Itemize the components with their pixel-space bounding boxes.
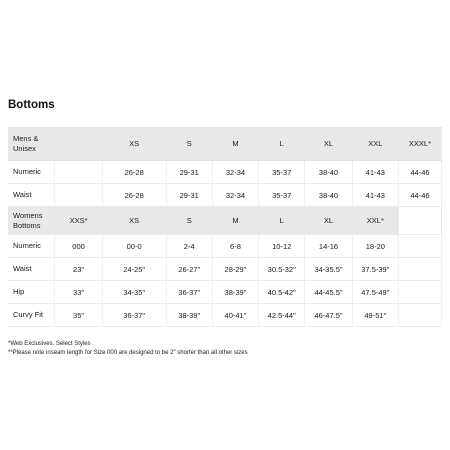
table-cell: 14-16 [305, 235, 352, 258]
table-cell [399, 281, 442, 304]
size-chart-table [8, 127, 442, 327]
table-cell: 00-0 [103, 235, 167, 258]
table-cell: 32-34 [213, 184, 259, 207]
table-cell: 40.5-42" [259, 281, 305, 304]
mens-header-label: Mens & Unisex [8, 127, 55, 161]
table-cell: 26-27" [167, 258, 213, 281]
table-cell: 29-31 [167, 161, 213, 184]
row-label: Hip [8, 281, 55, 304]
table-cell [55, 161, 102, 184]
table-cell: 30.5-32" [259, 258, 305, 281]
table-cell: 26-28 [103, 161, 167, 184]
table-cell: 42.5-44" [259, 304, 305, 327]
size-header-cell [399, 207, 442, 235]
footnotes [8, 340, 248, 358]
table-cell: 28-29" [213, 258, 259, 281]
table-row [8, 184, 442, 207]
table-cell: 35-37 [259, 184, 305, 207]
size-header-cell: XXS* [55, 207, 102, 235]
table-cell: 32-34 [213, 161, 259, 184]
table-cell: 24-25" [103, 258, 167, 281]
table-cell: 6-8 [213, 235, 259, 258]
womens-header-label: Womens Bottoms [8, 207, 55, 235]
table-cell: 23" [55, 258, 102, 281]
table-cell [399, 258, 442, 281]
table-cell: 44-46 [399, 161, 442, 184]
table-cell: 33" [55, 281, 102, 304]
size-header-cell: XL [305, 127, 352, 161]
table-cell: 38-40 [305, 184, 352, 207]
row-label: Numeric [8, 235, 55, 258]
table-cell: 000 [55, 235, 102, 258]
size-header-cell: XXL [353, 127, 399, 161]
size-header-cell: S [167, 207, 213, 235]
mens-header-row [8, 127, 442, 161]
table-cell: 44-46 [399, 184, 442, 207]
table-cell [399, 304, 442, 327]
row-label: Curvy Fit [8, 304, 55, 327]
table-cell: 36-37" [167, 281, 213, 304]
table-cell: 35" [55, 304, 102, 327]
size-header-cell: S [167, 127, 213, 161]
footnote: **Please note inseam length for Size 000 are designed to be 2" shorter than all other sizes [8, 350, 248, 356]
size-header-cell: L [259, 127, 305, 161]
size-header-cell: XXL* [353, 207, 399, 235]
table-cell: 38-39" [167, 304, 213, 327]
size-header-cell: XXXL* [399, 127, 442, 161]
table-cell [55, 184, 102, 207]
row-label: Numeric [8, 161, 55, 184]
size-header-cell: XL [305, 207, 352, 235]
table-cell: 34-35.5" [305, 258, 352, 281]
table-cell: 2-4 [167, 235, 213, 258]
table-cell [399, 235, 442, 258]
table-row [8, 281, 442, 304]
row-label: Waist [8, 184, 55, 207]
row-label: Waist [8, 258, 55, 281]
size-header-cell [55, 127, 102, 161]
table-row [8, 258, 442, 281]
table-cell: 49-51" [353, 304, 399, 327]
table-cell: 40-41" [213, 304, 259, 327]
table-cell: 47.5-49" [353, 281, 399, 304]
table-cell: 38-40 [305, 161, 352, 184]
table-cell: 29-31 [167, 184, 213, 207]
table-row [8, 304, 442, 327]
size-header-cell: M [213, 207, 259, 235]
size-header-cell: L [259, 207, 305, 235]
size-header-cell: XS [103, 207, 167, 235]
footnote: *Web Exclusives. Select Styles [8, 341, 91, 347]
size-header-cell: XS [103, 127, 167, 161]
table-cell: 36-37" [103, 304, 167, 327]
table-cell: 26-28 [103, 184, 167, 207]
size-header-cell: M [213, 127, 259, 161]
table-cell: 41-43 [353, 184, 399, 207]
table-cell: 46-47.5" [305, 304, 352, 327]
section-title: Bottoms [8, 99, 55, 111]
table-cell: 44-45.5" [305, 281, 352, 304]
table-cell: 35-37 [259, 161, 305, 184]
womens-header-row [8, 207, 442, 235]
table-row [8, 235, 442, 258]
table-cell: 38-39" [213, 281, 259, 304]
table-cell: 10-12 [259, 235, 305, 258]
table-cell: 18-20 [353, 235, 399, 258]
table-row [8, 161, 442, 184]
table-cell: 41-43 [353, 161, 399, 184]
table-cell: 37.5-39" [353, 258, 399, 281]
table-cell: 34-35" [103, 281, 167, 304]
